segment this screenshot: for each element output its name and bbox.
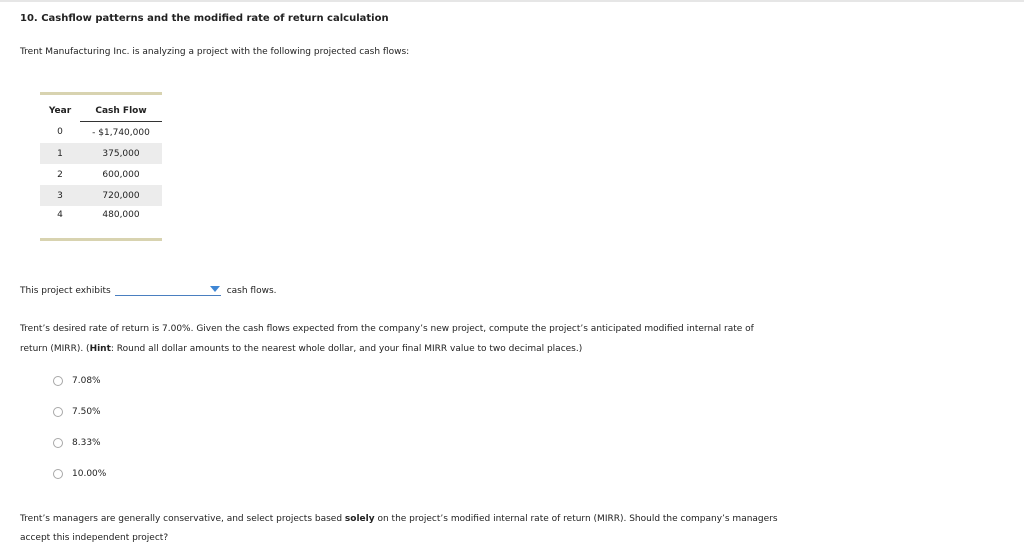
year-cell: 2 xyxy=(57,169,63,180)
table-row xyxy=(40,206,162,238)
cash-flow-cell: 600,000 xyxy=(102,169,140,180)
option-label: 7.50% xyxy=(72,407,101,417)
radio-button[interactable] xyxy=(53,469,63,479)
year-cell: 1 xyxy=(40,143,80,164)
table-row xyxy=(40,122,162,144)
table-row xyxy=(40,143,162,164)
radio-button[interactable] xyxy=(53,438,63,448)
year-header: Year xyxy=(48,106,72,117)
cash-flow-header: Cash Flow xyxy=(80,101,162,122)
cash-flow-cell: 375,000 xyxy=(80,143,162,164)
year-cell: 3 xyxy=(40,185,80,206)
cash-flow-cell: - $1,740,000 xyxy=(92,127,150,138)
table-row xyxy=(40,185,162,206)
cash-flow-table xyxy=(40,92,162,241)
cash-flow-cell: 480,000 xyxy=(102,210,140,220)
table-row xyxy=(40,164,162,185)
radio-button[interactable] xyxy=(53,376,63,386)
mirr-text-b: : Round all dollar amounts to the nearest whole dollar, and your final MIRR value to two decimal places.) xyxy=(110,344,583,354)
exhibits-suffix: cash flows. xyxy=(226,286,277,296)
option-label: 10.00% xyxy=(72,469,107,479)
cash-flow-pattern-dropdown[interactable] xyxy=(115,283,221,296)
option-label: 7.08% xyxy=(72,376,101,386)
question-title: 10. Cashflow patterns and the modified rate of return calculation xyxy=(20,13,389,24)
radio-button[interactable] xyxy=(53,407,63,417)
exhibits-sentence xyxy=(20,282,277,296)
year-cell: 0 xyxy=(57,127,63,138)
mirr-option-2[interactable] xyxy=(53,407,101,417)
hint-label: Hint xyxy=(89,344,111,354)
accept-text-b: on the project’s modified internal rate of return (MIRR). Should the company’s managers accept this independent project? xyxy=(20,514,778,543)
accept-emphasis: solely xyxy=(344,514,375,524)
accept-text-a: Trent’s managers are generally conservative, and select projects based xyxy=(20,514,345,524)
exhibits-prefix: This project exhibits xyxy=(20,286,111,296)
option-label: 8.33% xyxy=(72,438,101,448)
year-cell: 4 xyxy=(57,210,63,220)
question-intro: Trent Manufacturing Inc. is analyzing a project with the following projected cash flows: xyxy=(20,47,410,57)
cash-flow-cell: 720,000 xyxy=(80,185,162,206)
caret-down-icon xyxy=(210,286,220,292)
accept-question-text xyxy=(20,510,780,548)
mirr-option-3[interactable] xyxy=(53,438,101,448)
mirr-text-a: Trent’s desired rate of return is 7.00%. Given the cash flows expected from the company’s new project, compute the project’s anticipated modified internal rate of return (MIRR). ( xyxy=(20,324,754,354)
mirr-question-text xyxy=(20,319,780,359)
mirr-option-1[interactable] xyxy=(53,376,101,386)
mirr-option-4[interactable] xyxy=(53,469,106,479)
